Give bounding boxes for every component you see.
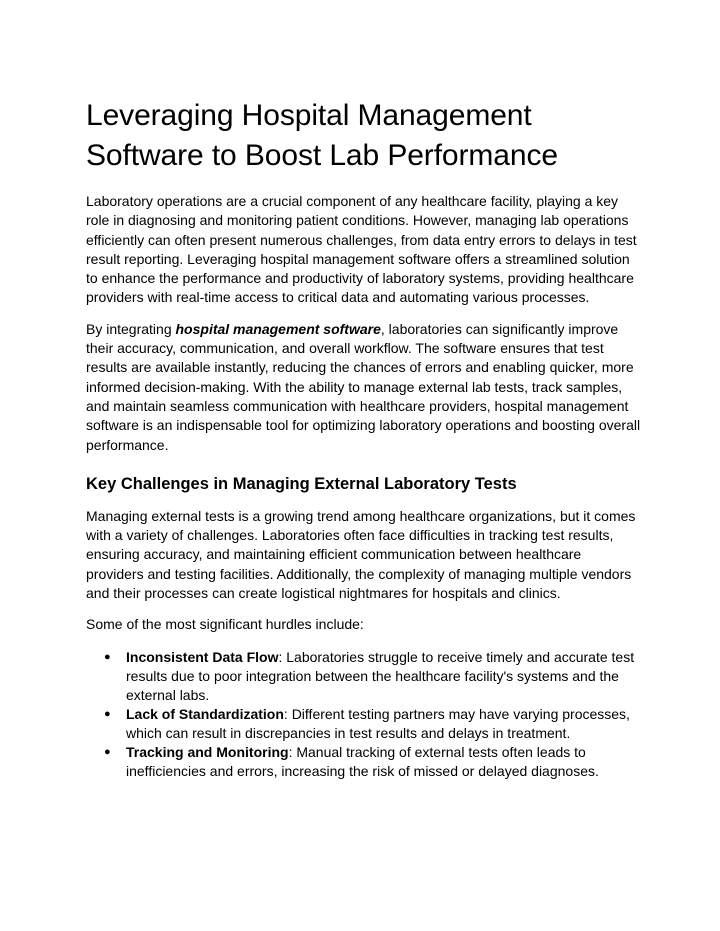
section-heading: Key Challenges in Managing External Laboratory Tests [86,474,517,493]
list-item-term: Tracking and Monitoring [126,743,289,760]
integration-lead: By integrating [86,320,176,337]
list-item-text: : Manual tracking of external tests often leads to inefficiencies and errors, increasing the risk of missed or delayed diagnoses. [126,743,599,779]
section-paragraph: Managing external tests is a growing trend among healthcare organizations, but it comes with a variety of challenges. Laboratories often face difficulties in tracking test results, ensuring accuracy, and maintaining efficient communication between healthcare providers and testing facilities. Additionally, the complexity of managing multiple vendors and their processes can create logistical nightmares for hospitals and clinics. [86,507,636,602]
intro-paragraph: Laboratory operations are a crucial component of any healthcare facility, playing a key role in diagnosing and monitoring patient conditions. However, managing lab operations efficiently can often present numerous challenges, from data entry errors to delays in test result reporting. Leveraging hospital management software offers a streamlined solution to enhance the performance and productivity of laboratory systems, providing healthcare providers with real-time access to critical data and automating various processes. [86,193,637,306]
hurdles-list [86,648,642,781]
bullet-icon: ● [104,650,111,663]
integration-paragraph [86,320,642,455]
emphasis-text: hospital management software [175,320,381,337]
list-item-text: : Laboratories struggle to receive timely and accurate test results due to poor integration between the healthcare facility's systems and the external labs. [126,648,635,703]
document-page [86,96,642,781]
bullet-icon: ● [104,707,111,720]
list-item [86,648,642,705]
list-item [86,705,642,743]
list-item-term: Inconsistent Data Flow [126,648,279,665]
page-title: Leveraging Hospital Management Software to Boost Lab Performance [86,99,558,172]
list-item-term: Lack of Standardization [126,705,284,722]
list-item [86,743,642,781]
list-intro: Some of the most significant hurdles include: [86,616,364,633]
list-item-text: : Different testing partners may have varying processes, which can result in discrepancies in test results and delays in treatment. [126,705,630,741]
bullet-icon: ● [104,745,111,758]
integration-rest: , laboratories can significantly improve their accuracy, communication, and overall workflow. The software ensures that test results are available instantly, reducing the chances of errors and enabling quicker, more informed decision-making. With the ability to manage external lab tests, track samples, and maintain seamless communication with healthcare providers, hospital management software is an indispensable tool for optimizing laboratory operations and boosting overall performance. [86,320,641,453]
